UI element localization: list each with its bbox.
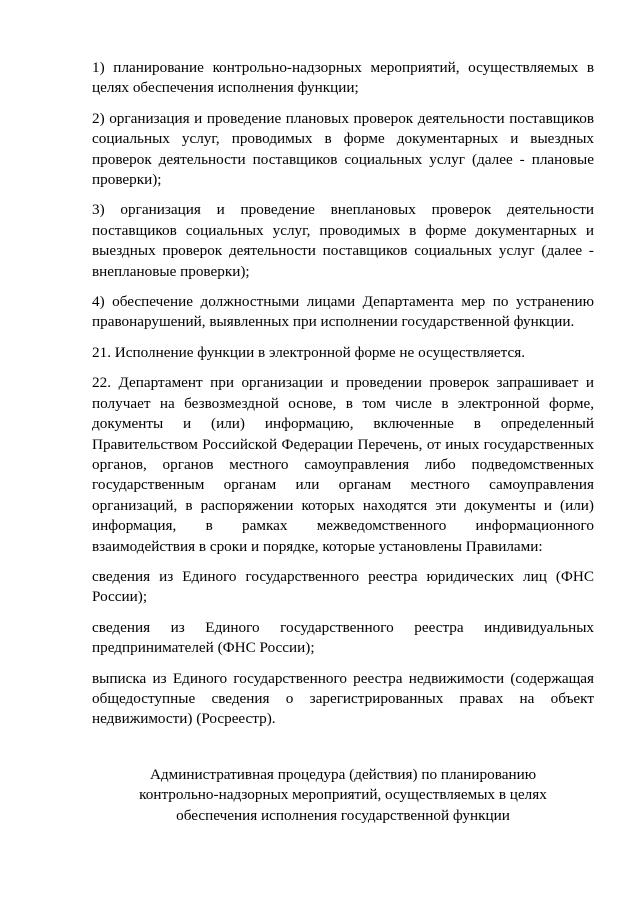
paragraph-clause-21: 21. Исполнение функции в электронной форме не осуществляется. — [92, 343, 526, 361]
list-item-egrip: сведения из Единого государственного реестра индивидуальных предпринимателей (ФНС России); — [92, 618, 594, 657]
section-heading — [92, 765, 594, 826]
section-heading-line-1: Административная процедура (действия) по планированию — [149, 766, 537, 783]
list-item-egrn: выписка из Единого государственного реестра недвижимости (содержащая общедоступные сведения о зарегистрированных правах на объект недвижимости) (Росреестр). — [92, 669, 594, 728]
section-heading-line-3: обеспечения исполнения государственной функции — [176, 806, 510, 824]
paragraph-item-4: 4) обеспечение должностными лицами Департамента мер по устранению правонарушений, выявленных при исполнении государственной функции. — [92, 293, 594, 331]
paragraph-clause-22: 22. Департамент при организации и проведении проверок запрашивает и получает на безвозмездной основе, в том числе в электронной форме, документы и (или) информацию, включенные в определенный Правительством Российской Федерации Перечень, от иных государственных органов, органов местного самоуправления либо подведомственных государственным органам или органам местного самоуправления организаций, в распоряжении которых находятся эти документы и (или) информация, в рамках межведомственного информационного взаимодействия в сроки и порядке, которые установлены Правилами: — [92, 374, 594, 555]
list-item-egrul: сведения из Единого государственного реестра юридических лиц (ФНС России); — [92, 567, 594, 606]
paragraph-item-3: 3) организация и проведение внеплановых проверок деятельности поставщиков социальных услуг, проводимых в форме документарных и выездных проверок деятельности поставщиков социальных услуг (далее - внеплановые проверки); — [92, 201, 594, 280]
document-body — [92, 58, 594, 740]
paragraph-item-1: 1) планирование контрольно-надзорных мероприятий, осуществляемых в целях обеспечения исполнения функции; — [92, 59, 594, 97]
paragraph-item-2: 2) организация и проведение плановых проверок деятельности поставщиков социальных услуг, проводимых в форме документарных и выездных проверок деятельности поставщиков социальных услуг (далее - плановые проверки); — [92, 109, 594, 189]
section-heading-line-2: контрольно-надзорных мероприятий, осуществляемых в целях — [139, 786, 547, 804]
